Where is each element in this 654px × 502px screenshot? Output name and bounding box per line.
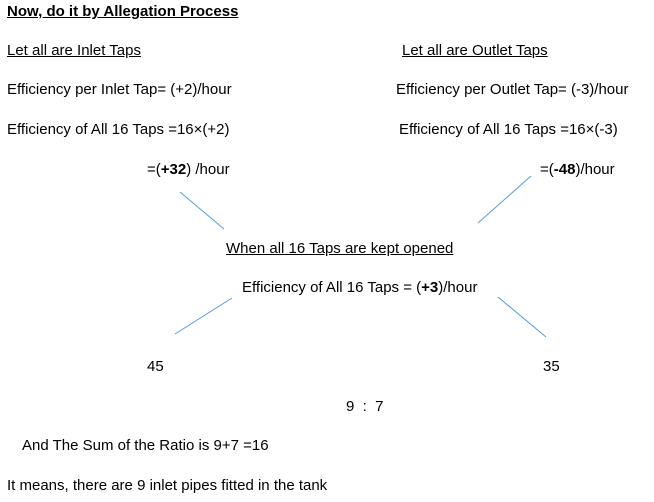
allegation-line-top-right bbox=[478, 176, 531, 223]
difference-right: 35 bbox=[543, 358, 560, 375]
inlet-result bbox=[147, 161, 230, 179]
outlet-result-suffix: )/hour bbox=[575, 161, 615, 178]
inlet-result-suffix: ) /hour bbox=[186, 161, 230, 178]
allegation-line-bottom-right bbox=[498, 297, 546, 337]
outlet-efficiency-all: Efficiency of All 16 Taps =16×(-3) bbox=[399, 121, 618, 138]
outlet-title: Let all are Outlet Taps bbox=[402, 42, 548, 59]
inlet-efficiency-all: Efficiency of All 16 Taps =16×(+2) bbox=[7, 121, 230, 138]
inlet-result-prefix: =( bbox=[147, 161, 161, 178]
inlet-efficiency-per-tap: Efficiency per Inlet Tap= (+2)/hour bbox=[7, 81, 232, 98]
allegation-line-bottom-left bbox=[175, 298, 232, 334]
mixed-efficiency-value: +3 bbox=[421, 279, 439, 296]
mixed-title: When all 16 Taps are kept opened bbox=[226, 240, 454, 257]
outlet-efficiency-per-tap: Efficiency per Outlet Tap= (-3)/hour bbox=[396, 81, 629, 98]
mixed-efficiency bbox=[242, 279, 477, 297]
sum-line: And The Sum of the Ratio is 9+7 =16 bbox=[22, 437, 269, 454]
conclusion: It means, there are 9 inlet pipes fitted in the tank bbox=[7, 477, 328, 494]
inlet-result-value: +32 bbox=[160, 161, 187, 178]
outlet-result-value: -48 bbox=[553, 161, 576, 178]
mixed-efficiency-suffix: )/hour bbox=[438, 279, 478, 296]
outlet-result-prefix: =( bbox=[540, 161, 554, 178]
mixed-efficiency-prefix: Efficiency of All 16 Taps = ( bbox=[242, 279, 422, 296]
inlet-title: Let all are Inlet Taps bbox=[7, 42, 141, 59]
difference-left: 45 bbox=[147, 358, 164, 375]
ratio: 9 : 7 bbox=[346, 398, 384, 415]
heading: Now, do it by Allegation Process bbox=[7, 3, 239, 20]
outlet-result bbox=[540, 161, 615, 179]
allegation-line-top-left bbox=[180, 192, 224, 229]
